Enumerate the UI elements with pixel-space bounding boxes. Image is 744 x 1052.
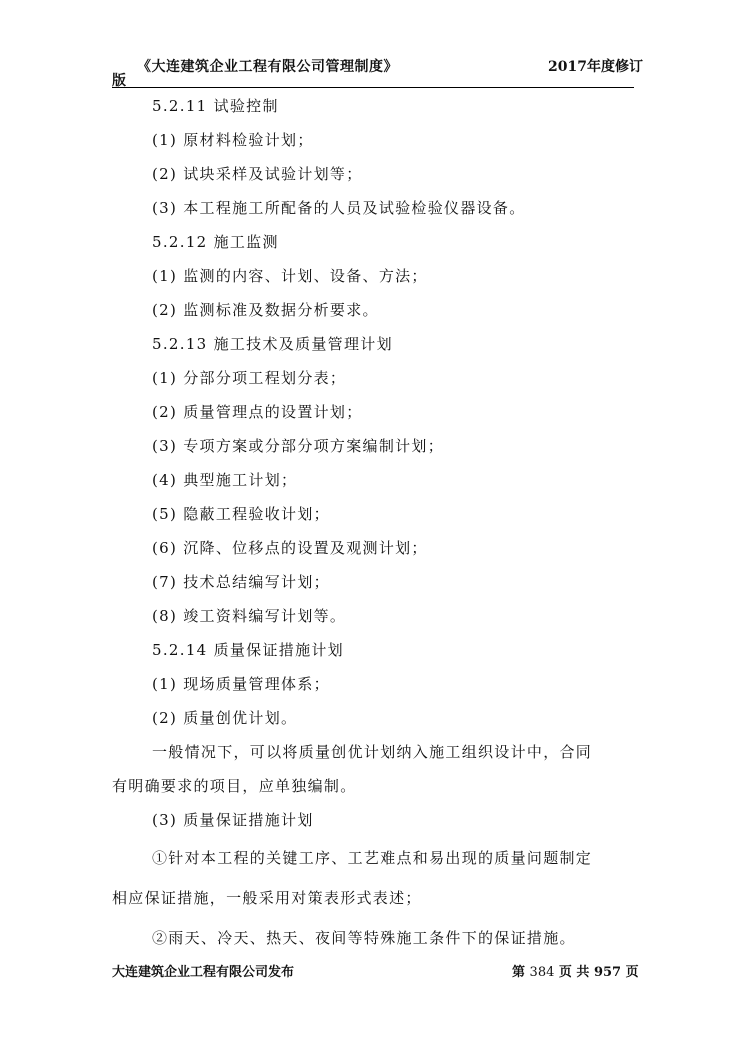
list-item: (5) 隐蔽工程验收计划； — [152, 505, 330, 523]
section-heading: 5.2.12 施工监测 — [152, 233, 279, 251]
list-item: (1) 监测的内容、计划、设备、方法； — [152, 267, 428, 285]
list-item: (3) 专项方案或分部分项方案编制计划； — [152, 437, 445, 455]
section-heading: 5.2.14 质量保证措施计划 — [152, 641, 344, 659]
list-item: (3) 质量保证措施计划 — [152, 811, 314, 829]
list-item: (1) 原材料检验计划； — [152, 131, 314, 149]
list-item: (2) 质量管理点的设置计划； — [152, 403, 363, 421]
paragraph-line: 相应保证措施，一般采用对策表形式表述； — [112, 889, 422, 907]
paragraph-line: ②雨天、冷天、热天、夜间等特殊施工条件下的保证措施。 — [152, 929, 576, 947]
list-item: (6) 沉降、位移点的设置及观测计划； — [152, 539, 428, 557]
page-current: 384 — [529, 965, 555, 980]
footer-publisher: 大连建筑企业工程有限公司发布 — [112, 965, 295, 980]
page-mid: 页 共 — [558, 965, 590, 980]
page-prefix: 第 — [512, 965, 526, 980]
header-edition-continued: 版 — [112, 73, 126, 89]
paragraph-line: 一般情况下，可以将质量创优计划纳入施工组织设计中，合同 — [152, 743, 593, 761]
list-item: (2) 试块采样及试验计划等； — [152, 165, 363, 183]
list-item: (2) 监测标准及数据分析要求。 — [152, 301, 379, 319]
section-heading: 5.2.13 施工技术及质量管理计划 — [152, 335, 393, 353]
header-edition: 2017年度修订 — [548, 59, 643, 75]
paragraph-line: ①针对本工程的关键工序、工艺难点和易出现的质量问题制定 — [152, 849, 593, 867]
list-item: (3) 本工程施工所配备的人员及试验检验仪器设备。 — [152, 199, 526, 217]
list-item: (1) 现场质量管理体系； — [152, 675, 330, 693]
list-item: (4) 典型施工计划； — [152, 471, 298, 489]
paragraph-line: 有明确要求的项目，应单独编制。 — [112, 777, 357, 795]
page-total: 957 — [593, 965, 622, 980]
page-suffix: 页 — [625, 965, 639, 980]
list-item: (7) 技术总结编写计划； — [152, 573, 330, 591]
footer-page-number — [512, 961, 639, 980]
list-item: (1) 分部分项工程划分表； — [152, 369, 347, 387]
section-heading: 5.2.11 试验控制 — [152, 97, 279, 115]
header-title: 《大连建筑企业工程有限公司管理制度》 — [137, 59, 398, 75]
list-item: (2) 质量创优计划。 — [152, 709, 298, 727]
list-item: (8) 竣工资料编写计划等。 — [152, 607, 347, 625]
header-rule — [112, 87, 634, 88]
